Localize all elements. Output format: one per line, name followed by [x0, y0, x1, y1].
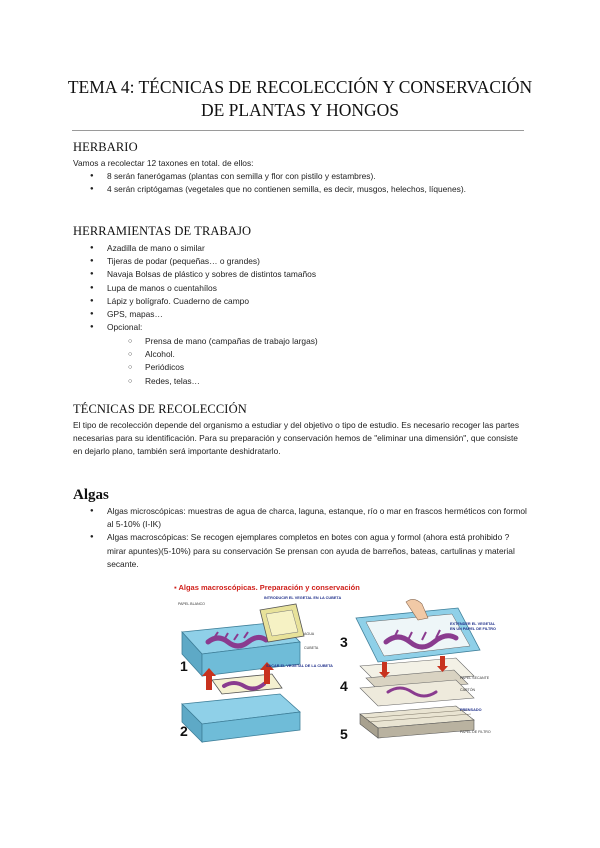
list-item: ● Navaja Bolsas de plástico y sobres de distintos tamaños [88, 268, 528, 281]
list-item: ● 8 serán fanerógamas (plantas con semilla y flor con pistilo y estambres). [88, 170, 528, 183]
figure-tag-press: PRENSADO [460, 708, 482, 712]
figure-label: AGUA [304, 632, 315, 636]
list-item: ● GPS, mapas… [88, 308, 528, 321]
figure-label: PAPEL DE FILTRO [460, 730, 491, 734]
list-item: ● Opcional: [88, 321, 528, 334]
list-item: ● 4 serán criptógamas (vegetales que no contienen semilla, es decir, musgos, helechos, líquenes). [88, 183, 528, 196]
figure-caption: ▪ Algas macroscópicas. Preparación y conservación [174, 583, 360, 592]
list-item: ● Azadilla de mano o similar [88, 242, 528, 255]
sub-list-item: ○ Periódicos [128, 361, 428, 374]
page-title-line-2: DE PLANTAS Y HONGOS [200, 100, 400, 120]
list-item: ● Tijeras de podar (pequeñas… o grandes) [88, 255, 528, 268]
algae-preparation-figure [168, 580, 506, 746]
sub-list-item: ○ Alcohol. [128, 348, 428, 361]
herbario-intro: Vamos a recolectar 12 taxones en total. de ellos: [73, 158, 254, 168]
algas-heading: Algas [73, 487, 109, 503]
list-item: ● Algas macroscópicas: Se recogen ejemplares completos en botes con agua y formol (ahora está prohibido ? mirar apuntes)(5-10%) para su conservación Se prensan con ayuda de barreños, bateas, cartulinas y material secante. [88, 531, 528, 571]
figure-label: CUBETA [304, 646, 319, 650]
list-item: ● Algas microscópicas: muestras de agua de charca, laguna, estanque, río o mar en frascos herméticos con formol al 5-10% (I-IK) [88, 505, 528, 531]
sub-list-item: ○ Redes, telas… [128, 375, 428, 388]
algas-list [88, 505, 528, 571]
page-title [60, 76, 540, 122]
step-number: 1 [180, 658, 188, 674]
figure-tag-right: EXTENDER EL VEGETAL EN UN PAPEL DE FILTRO [450, 622, 496, 631]
herramientas-list [88, 242, 528, 334]
herramientas-heading: HERRAMIENTAS DE TRABAJO [73, 224, 252, 238]
step-number: 5 [340, 726, 348, 742]
herbario-heading: HERBARIO [73, 140, 138, 154]
figure-label: CARTÓN [460, 688, 476, 692]
figure-tag-mid: SACAR EL VEGETAL DE LA CUBETA [266, 664, 333, 668]
list-item: ● Lápiz y bolígrafo. Cuaderno de campo [88, 295, 528, 308]
step-4-press [360, 656, 474, 706]
tecnicas-heading: TÉCNICAS DE RECOLECCIÓN [73, 402, 247, 416]
tecnicas-paragraph: El tipo de recolección depende del organismo a estudiar y del objetivo o tipo de estudio. Es necesario recoger las partes necesarias para su identificación. Para su preparación y conservación hemos de "eliminar una dimensión", que consiste en dejarlo plano, también será importante deshidratarlo. [73, 420, 520, 457]
figure-illustration [168, 580, 506, 746]
herbario-list [88, 170, 528, 196]
figure-tag-top: INTRODUCIR EL VEGETAL EN LA CUBETA [264, 596, 342, 600]
sub-list-item: ○ Prensa de mano (campañas de trabajo largas) [128, 335, 428, 348]
figure-label: PAPEL SECANTE [460, 676, 490, 680]
list-item: ● Lupa de manos o cuentahílos [88, 282, 528, 295]
step-number: 2 [180, 723, 188, 739]
step-5-stack [360, 706, 474, 738]
page-title-line-1: TEMA 4: TÉCNICAS DE RECOLECCIÓN Y CONSERVACIÓN [67, 77, 533, 97]
figure-label: PAPEL BLANCO [178, 602, 205, 606]
step-number: 4 [340, 678, 348, 694]
herramientas-sublist [128, 335, 428, 388]
step-number: 3 [340, 634, 348, 650]
title-divider [72, 130, 524, 131]
